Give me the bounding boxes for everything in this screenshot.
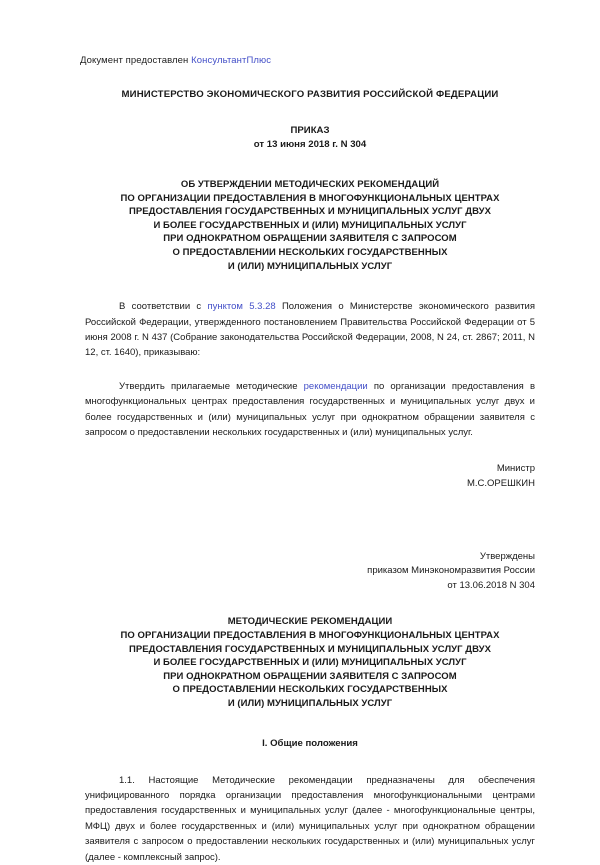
order-title-line: ОБ УТВЕРЖДЕНИИ МЕТОДИЧЕСКИХ РЕКОМЕНДАЦИЙ (180, 179, 440, 190)
spacer (85, 492, 535, 550)
consultant-plus-link[interactable]: КонсультантПлюс (191, 55, 272, 66)
order-title-line: ПО ОРГАНИЗАЦИИ ПРЕДОСТАВЛЕНИЯ В МНОГОФУНКЦИОНАЛЬНЫХ ЦЕНТРАХ (120, 192, 500, 204)
recommendations-title-line: ПРИ ОДНОКРАТНОМ ОБРАЩЕНИИ ЗАЯВИТЕЛЯ С ЗАПРОСОМ (163, 670, 457, 682)
approved-line-2: приказом Минэкономразвития России (367, 565, 535, 577)
signature-name: М.С.ОРЕШКИН (466, 478, 535, 489)
document-body (85, 88, 535, 865)
recommendations-title-line: И БОЛЕЕ ГОСУДАРСТВЕННЫХ И (ИЛИ) МУНИЦИПАЛЬНЫХ УСЛУГ (153, 657, 467, 669)
spacer (85, 751, 535, 773)
approved-line-1: Утверждены (479, 550, 535, 562)
spacer (85, 102, 535, 124)
spacer (85, 152, 535, 178)
order-title-line: И (ИЛИ) МУНИЦИПАЛЬНЫХ УСЛУГ (227, 260, 393, 272)
approved-block (85, 550, 535, 594)
recommendations-title-line: ПО ОРГАНИЗАЦИИ ПРЕДОСТАВЛЕНИЯ В МНОГОФУНКЦИОНАЛЬНЫХ ЦЕНТРАХ (120, 629, 500, 641)
recommendations-title-line: О ПРЕДОСТАВЛЕНИИ НЕСКОЛЬКИХ ГОСУДАРСТВЕННЫХ (172, 684, 448, 696)
basis-text-before: В соответствии с (119, 301, 208, 313)
approved-line-3: от 13.06.2018 N 304 (447, 579, 535, 591)
approve-text-after: по организации предоставления в многофункциональных центрах предоставления государственных и муниципальных услуг двух и более государственных и (или) муниципальных услуг при однократном обращении заявителя с запросом о предоставлении нескольких государственных и (или) муниципальных услуг. (85, 380, 535, 438)
section-heading-general-provisions: I. Общие положения (262, 737, 358, 749)
paragraph-approve (85, 379, 535, 441)
recommendations-link[interactable]: рекомендации (303, 380, 368, 392)
basis-text-after: Положения о Министерстве экономического развития Российской Федерации, утвержденного постановлением Правительства Российской Федерации от 5 июня 2008 г. N 437 (Собрание законодательства Российской Федерации, 2008, N 24, ст. 2867; 2011, N 12, ст. 1640), приказываю: (85, 301, 536, 359)
order-word: ПРИКАЗ (290, 125, 330, 136)
paragraph-1-1: 1.1. Настоящие Методические рекомендации предназначены для обеспечения унифицированного порядка организации предоставления многофункциональными центрами предоставления государственных и муниципальных услуг (далее - многофункциональные центры, МФЦ) двух и более государственных и (или) муниципальных услуг при однократном обращении заявителя с запросом о предоставлении нескольких государственных и (или) муниципальных услуг (далее - комплексный запрос). (85, 774, 535, 863)
order-title-line: ПРЕДОСТАВЛЕНИЯ ГОСУДАРСТВЕННЫХ И МУНИЦИПАЛЬНЫХ УСЛУГ ДВУХ (129, 206, 491, 218)
approve-text-before: Утвердить прилагаемые методические (119, 380, 304, 392)
ministry-heading: МИНИСТЕРСТВО ЭКОНОМИЧЕСКОГО РАЗВИТИЯ РОССИЙСКОЙ ФЕДЕРАЦИИ (121, 89, 499, 100)
order-title-line: О ПРЕДОСТАВЛЕНИИ НЕСКОЛЬКИХ ГОСУДАРСТВЕННЫХ (172, 246, 448, 258)
order-title (85, 178, 535, 273)
order-date: от 13 июня 2018 г. N 304 (253, 139, 367, 150)
point-5-3-28-link[interactable]: пунктом 5.3.28 (207, 301, 276, 313)
recommendations-title-line: ПРЕДОСТАВЛЕНИЯ ГОСУДАРСТВЕННЫХ И МУНИЦИПАЛЬНЫХ УСЛУГ ДВУХ (129, 643, 491, 655)
recommendations-title-line: МЕТОДИЧЕСКИЕ РЕКОМЕНДАЦИИ (227, 616, 393, 628)
provider-prefix: Документ предоставлен (80, 55, 192, 66)
document-provider-line (80, 55, 271, 66)
recommendations-title (85, 615, 535, 710)
spacer (85, 711, 535, 737)
signature-position: Министр (496, 463, 535, 475)
spacer (85, 273, 535, 299)
order-title-line: ПРИ ОДНОКРАТНОМ ОБРАЩЕНИИ ЗАЯВИТЕЛЯ С ЗАПРОСОМ (163, 233, 457, 245)
spacer (85, 440, 535, 462)
signature-block (85, 462, 535, 491)
paragraph-legal-basis (85, 299, 535, 361)
recommendations-title-line: И (ИЛИ) МУНИЦИПАЛЬНЫХ УСЛУГ (227, 697, 393, 709)
order-title-line: И БОЛЕЕ ГОСУДАРСТВЕННЫХ И (ИЛИ) МУНИЦИПАЛЬНЫХ УСЛУГ (153, 219, 467, 231)
spacer (85, 593, 535, 615)
spacer (85, 361, 535, 379)
